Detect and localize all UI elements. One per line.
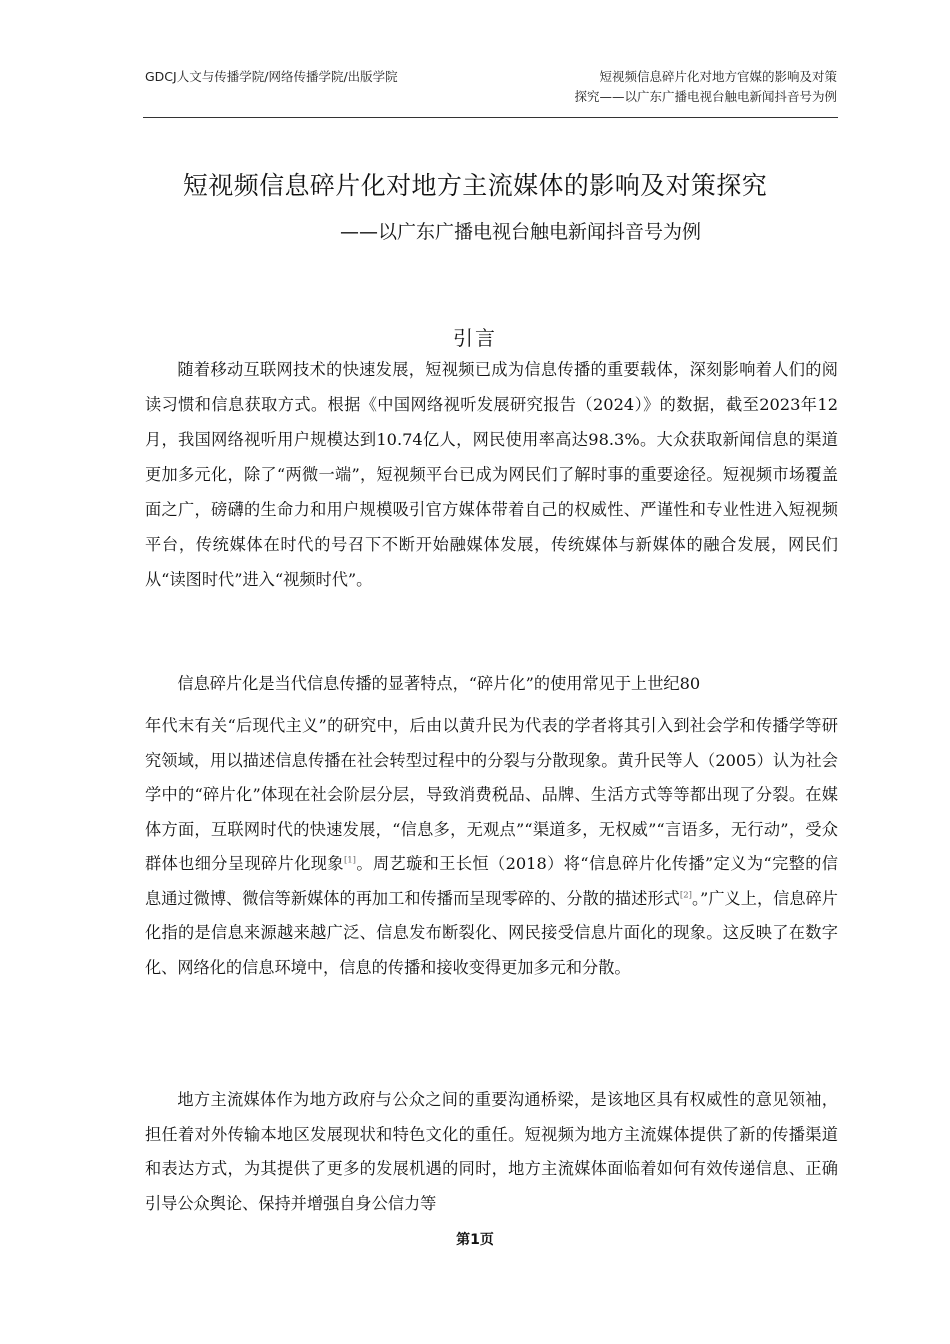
paragraph-3-block [145, 1083, 838, 1221]
citation-1: [1] [343, 855, 356, 866]
paragraph-1-block [145, 352, 838, 597]
header-institution: GDCJ人文与传播学院/网络传播学院/出版学院 [145, 69, 398, 84]
paper-title: 短视频信息碎片化对地方主流媒体的影响及对策探究 [182, 171, 768, 200]
paragraph-2-first-line: 信息碎片化是当代信息传播的显著特点，“碎片化”的使用常见于上世纪80 [177, 674, 701, 693]
citation-2: [2] [679, 890, 692, 901]
paragraph-2-text-a: 年代末有关“后现代主义”的研究中，后由以黄升民为代表的学者将其引入到社会学和传播学等研究领域，用以描述信息传播在社会转型过程中的分裂与分散现象。黄升民等人（2005）认为社会学中的“碎片化”体现在社会阶层分层，导致消费税品、品牌、生活方式等等都出现了分裂。在媒体方面，互联网时代的快速发展，“信息多，无观点”“渠道多，无权威”“言语多，无行动”，受众群体也细分呈现碎片化现象 [145, 716, 838, 873]
paper-subtitle: ——以广东广播电视台触电新闻抖音号为例 [340, 221, 702, 243]
header-running-title-line2: 探究——以广东广播电视台触电新闻抖音号为例 [574, 89, 837, 104]
paragraph-2-text-b: 。周艺璇和王长恒（2018）将“信息碎片化传播”定义为“完整的信息通过微博、微信等新媒体的再加工和传播而呈现零碎的、分散的描述形式 [145, 854, 838, 908]
paragraph-2 [145, 709, 838, 985]
paragraph-3: 地方主流媒体作为地方政府与公众之间的重要沟通桥梁，是该地区具有权威性的意见领袖，担任着对外传输本地区发展现状和特色文化的重任。短视频为地方主流媒体提供了新的传播渠道和表达方式，为其提供了更多的发展机遇的同时，地方主流媒体面临着如何有效传递信息、正确引导公众舆论、保持并增强自身公信力等 [145, 1090, 838, 1213]
header-divider [143, 117, 838, 118]
paragraph-2-text-c: 。”广义上，信息碎片化指的是信息来源越来越广泛、信息发布断裂化、网民接受信息片面化的现象。这反映了在数字化、网络化的信息环境中，信息的传播和接收变得更加多元和分散。 [145, 888, 838, 977]
page-number: 第1页 [456, 1232, 494, 1248]
section-heading: 引言 [453, 326, 497, 350]
paragraph-2-block [145, 659, 838, 985]
header-running-title-line1: 短视频信息碎片化对地方官媒的影响及对策 [599, 69, 837, 84]
header-running-title [537, 67, 837, 107]
paragraph-1: 随着移动互联网技术的快速发展，短视频已成为信息传播的重要载体，深刻影响着人们的阅读习惯和信息获取方式。根据《中国网络视听发展研究报告（2024）》的数据，截至2023年12月，我国网络视听用户规模达到10.74亿人，网民使用率高达98.3%。大众获取新闻信息的渠道更加多元化，除了“两微一端”，短视频平台已成为网民们了解时事的重要途径。短视频市场覆盖面之广，磅礴的生命力和用户规模吸引官方媒体带着自己的权威性、严谨性和专业性进入短视频平台，传统媒体在时代的号召下不断开始融媒体发展，传统媒体与新媒体的融合发展，网民们从“读图时代”进入“视频时代”。 [145, 360, 838, 589]
